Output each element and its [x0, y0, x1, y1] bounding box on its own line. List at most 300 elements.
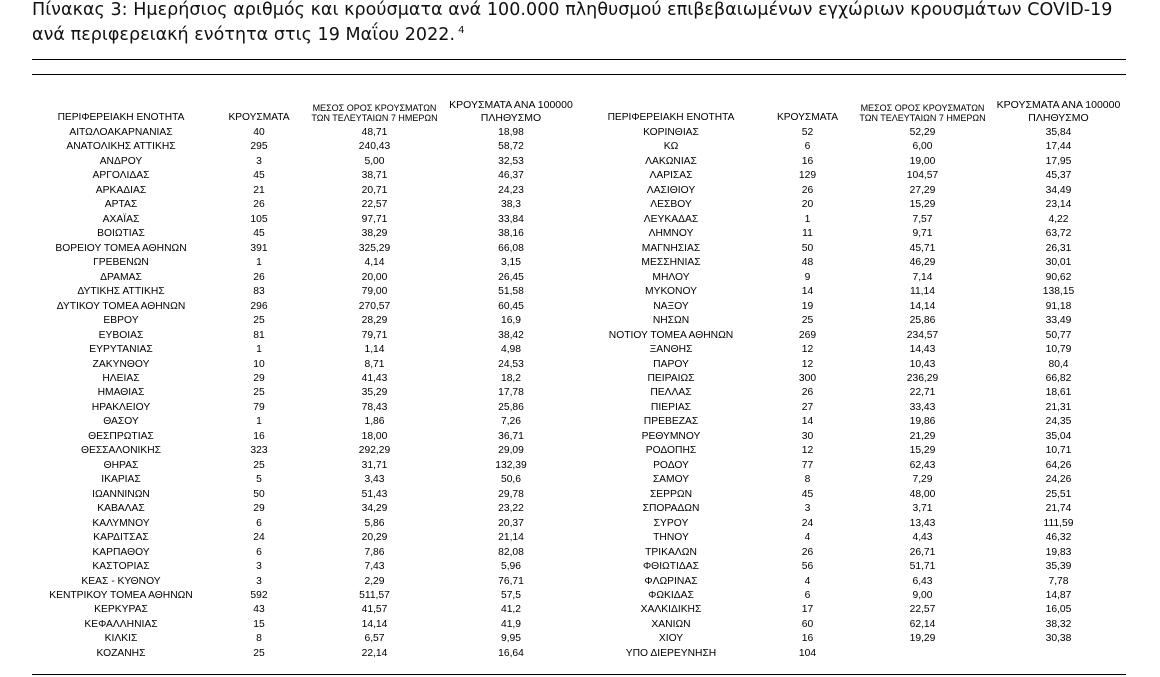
right-cases-cell: 129	[798, 170, 817, 182]
right-avg-7day-cell: 22,71	[909, 387, 936, 399]
right-cases-cell: 26	[801, 546, 814, 558]
right-cases-cell: 19	[801, 300, 814, 312]
right-cases-cell: 17	[801, 604, 814, 616]
right-avg-7day-cell: 7,29	[912, 474, 933, 486]
left-avg-7day-cell: 41,43	[361, 372, 388, 384]
table-caption	[32, 0, 1132, 48]
left-cases-cell: 3	[256, 155, 262, 167]
left-avg-7day-cell: 31,71	[361, 459, 388, 471]
right-cases-cell: 11	[802, 228, 813, 240]
left-region-cell: ΗΜΑΘΙΑΣ	[97, 387, 145, 399]
right-region-cell: ΝΟΤΙΟΥ ΤΟΜΕΑ ΑΘΗΝΩΝ	[608, 329, 734, 341]
left-avg-7day-cell: 7,43	[364, 561, 385, 573]
right-region-cell: ΛΑΡΙΣΑΣ	[649, 170, 693, 182]
covid-cases-table	[32, 126, 1126, 661]
left-avg-7day-cell: 20,71	[361, 184, 388, 196]
right-avg-7day-cell: 45,71	[909, 242, 936, 254]
right-per100k-cell: 111,59	[1043, 517, 1074, 529]
left-cases-cell: 10	[253, 358, 265, 370]
right-avg-7day-cell: 22,57	[909, 604, 936, 616]
header-region-left: ΠΕΡΙΦΕΡΕΙΑΚΗ ΕΝΟΤΗΤΑ	[57, 112, 185, 123]
right-region-cell: ΦΘΙΩΤΙΔΑΣ	[642, 561, 700, 573]
right-avg-7day-cell: 4,43	[912, 532, 933, 544]
left-per100k-cell: 3,15	[500, 257, 522, 269]
right-per100k-cell: 35,84	[1045, 127, 1072, 138]
left-per100k-cell: 16,9	[500, 315, 522, 327]
left-per100k-cell: 58,72	[498, 141, 524, 153]
right-cases-cell: 1	[804, 213, 811, 225]
left-cases-cell: 6	[256, 517, 262, 529]
right-cases-cell: 26	[801, 387, 814, 399]
right-cases-cell: 24	[801, 517, 814, 529]
left-region-cell: ΚΕΦΑΛΛΗΝΙΑΣ	[84, 618, 158, 630]
right-avg-7day-cell: 19,29	[909, 633, 936, 645]
left-cases-cell: 295	[250, 141, 268, 153]
left-cases-cell: 1	[256, 416, 262, 428]
header-avg-left-line2: ΤΩΝ ΤΕΛΕΥΤΑΙΩΝ 7 ΗΜΕΡΩΝ	[311, 113, 438, 123]
left-per100k-cell: 7,26	[500, 416, 522, 428]
left-per100k-cell: 5,96	[500, 561, 522, 573]
left-avg-7day-cell: 79,00	[361, 286, 388, 298]
left-region-cell: ΘΑΣΟΥ	[103, 416, 139, 428]
left-avg-7day-cell: 97,71	[361, 213, 388, 225]
left-per100k-cell: 38,3	[500, 199, 522, 211]
left-region-cell: ΚΕΑΣ - ΚΥΘΝΟΥ	[81, 575, 161, 587]
right-cases-cell: 12	[801, 445, 814, 457]
left-cases-cell: 45	[253, 170, 265, 182]
right-per100k-cell: 10,79	[1045, 344, 1072, 356]
right-avg-7day-cell: 48,00	[909, 488, 936, 500]
right-cases-cell: 12	[801, 344, 814, 356]
left-cases-cell: 81	[253, 329, 265, 341]
left-region-cell: ΑΙΤΩΛΟΑΚΑΡΝΑΝΙΑΣ	[69, 127, 173, 138]
right-per100k-cell: 4,22	[1048, 213, 1069, 225]
left-cases-cell: 29	[253, 372, 265, 384]
left-region-cell: ΙΩΑΝΝΙΝΩΝ	[92, 488, 150, 500]
right-cases-cell: 300	[798, 372, 817, 384]
right-avg-7day-cell: 46,29	[909, 257, 936, 269]
right-cases-cell: 77	[801, 459, 814, 471]
left-region-cell: ΙΚΑΡΙΑΣ	[101, 474, 141, 486]
left-region-cell: ΖΑΚΥΝΘΟΥ	[92, 358, 150, 370]
left-cases-cell: 3	[256, 561, 262, 573]
left-region-cell: ΚΙΛΚΙΣ	[104, 633, 138, 645]
right-cases-cell: 14	[801, 286, 814, 298]
left-avg-7day-cell: 78,43	[361, 401, 388, 413]
header-per100k-right-line2: ΠΛΗΘΥΣΜΟ	[1028, 112, 1089, 124]
left-region-cell: ΒΟΙΩΤΙΑΣ	[97, 228, 145, 240]
left-cases-cell: 26	[253, 271, 265, 283]
right-cases-cell: 45	[801, 488, 814, 500]
right-per100k-cell: 16,05	[1045, 604, 1072, 616]
right-per100k-cell: 38,32	[1045, 618, 1072, 630]
right-avg-7day-cell: 15,29	[909, 199, 936, 211]
left-cases-cell: 296	[250, 300, 268, 312]
right-avg-7day-cell: 19,86	[909, 416, 936, 428]
left-avg-7day-cell: 2,29	[364, 575, 385, 587]
left-per100k-cell: 25,86	[498, 401, 524, 413]
right-avg-7day-cell: 14,14	[909, 300, 936, 312]
left-cases-cell: 83	[253, 286, 265, 298]
right-avg-7day-cell: 6,00	[912, 141, 933, 153]
left-region-cell: ΘΕΣΠΡΩΤΙΑΣ	[88, 430, 154, 442]
left-avg-7day-cell: 20,00	[361, 271, 388, 283]
right-per100k-cell: 45,37	[1045, 170, 1072, 182]
left-cases-cell: 26	[253, 199, 265, 211]
right-per100k-cell: 17,44	[1045, 141, 1072, 153]
left-cases-cell: 16	[253, 430, 265, 442]
right-region-cell: ΧΑΝΙΩΝ	[651, 618, 691, 630]
left-per100k-cell: 46,37	[498, 170, 524, 182]
left-cases-cell: 592	[250, 590, 268, 601]
right-avg-7day-cell: 27,29	[909, 184, 936, 196]
left-avg-7day-cell: 20,29	[361, 532, 388, 544]
right-per100k-cell: 19,83	[1045, 546, 1072, 558]
left-region-cell: ΚΟΖΑΝΗΣ	[96, 647, 146, 659]
left-region-cell: ΔΥΤΙΚΟΥ ΤΟΜΕΑ ΑΘΗΝΩΝ	[56, 300, 186, 312]
left-cases-cell: 1	[256, 257, 262, 269]
right-avg-7day-cell: 33,43	[909, 401, 936, 413]
right-cases-cell: 6	[804, 141, 811, 153]
left-region-cell: ΑΡΤΑΣ	[104, 199, 138, 211]
left-region-cell: ΘΕΣΣΑΛΟΝΙΚΗΣ	[80, 445, 162, 457]
left-cases-cell: 1	[256, 344, 262, 356]
right-region-cell: ΠΕΛΛΑΣ	[650, 387, 692, 399]
left-cases-cell: 45	[253, 228, 265, 240]
header-rule	[32, 74, 1126, 75]
left-cases-cell: 105	[250, 213, 268, 225]
right-region-cell: ΡΟΔΟΥ	[653, 459, 689, 471]
right-per100k-cell: 90,62	[1045, 271, 1072, 283]
right-per100k-cell: 17,95	[1045, 155, 1072, 167]
right-per100k-cell: 91,18	[1045, 300, 1072, 312]
left-region-cell: ΚΑΡΠΑΘΟΥ	[92, 546, 150, 558]
right-avg-7day-cell: 21,29	[909, 430, 936, 442]
right-avg-7day-cell: 15,29	[909, 445, 936, 457]
left-region-cell: ΚΑΛΥΜΝΟΥ	[92, 517, 150, 529]
right-avg-7day-cell: 25,86	[909, 315, 936, 327]
right-region-cell: ΛΑΣΙΘΙΟΥ	[646, 184, 696, 196]
right-avg-7day-cell: 6,43	[912, 575, 933, 587]
right-region-cell: ΚΟΡΙΝΘΙΑΣ	[643, 127, 699, 138]
left-per100k-cell: 23,22	[498, 503, 524, 515]
left-avg-7day-cell: 14,14	[361, 618, 388, 630]
right-region-cell: ΛΑΚΩΝΙΑΣ	[645, 155, 697, 167]
left-cases-cell: 8	[256, 633, 262, 645]
left-region-cell: ΕΒΡΟΥ	[103, 315, 139, 327]
right-region-cell: ΞΑΝΘΗΣ	[649, 344, 693, 356]
right-avg-7day-cell: 9,00	[912, 590, 933, 601]
right-region-cell: ΣΕΡΡΩΝ	[649, 488, 693, 500]
left-per100k-cell: 26,45	[498, 271, 524, 283]
left-avg-7day-cell: 41,57	[361, 604, 388, 616]
left-region-cell: ΚΑΒΑΛΑΣ	[97, 503, 145, 515]
right-cases-cell: 104	[798, 647, 817, 659]
right-cases-cell: 8	[804, 474, 811, 486]
right-region-cell: ΤΡΙΚΑΛΩΝ	[645, 546, 697, 558]
left-per100k-cell: 36,71	[498, 430, 524, 442]
right-per100k-cell: 33,49	[1045, 315, 1072, 327]
right-avg-7day-cell: 62,43	[909, 459, 936, 471]
left-avg-7day-cell: 4,14	[364, 257, 385, 269]
header-avg-left-line1: ΜΕΣΟΣ ΟΡΟΣ ΚΡΟΥΣΜΑΤΩΝ	[312, 103, 437, 113]
left-per100k-cell: 82,08	[498, 546, 524, 558]
right-region-cell: ΧΙΟΥ	[658, 633, 684, 645]
left-avg-7day-cell: 325,29	[358, 242, 391, 254]
right-per100k-cell: 46,32	[1045, 532, 1072, 544]
right-cases-cell: 3	[804, 503, 811, 515]
right-region-cell: ΝΑΞΟΥ	[653, 300, 689, 312]
left-per100k-cell: 57,5	[500, 590, 522, 601]
top-rule	[32, 59, 1126, 60]
header-per100k-right-line1: ΚΡΟΥΣΜΑΤΑ ΑΝΑ 100000	[996, 99, 1121, 111]
left-region-cell: ΑΡΚΑΔΙΑΣ	[95, 184, 147, 196]
left-region-cell: ΑΡΓΟΛΙΔΑΣ	[92, 170, 150, 182]
right-avg-7day-cell: 3,71	[912, 503, 933, 515]
left-per100k-cell: 16,64	[498, 647, 524, 659]
right-region-cell: ΣΠΟΡΑΔΩΝ	[642, 503, 700, 515]
left-avg-7day-cell: 3,43	[364, 474, 385, 486]
right-avg-7day-cell: 51,71	[909, 561, 936, 573]
left-cases-cell: 79	[253, 401, 265, 413]
left-cases-cell: 6	[256, 546, 262, 558]
left-region-cell: ΑΝΑΤΟΛΙΚΗΣ ΑΤΤΙΚΗΣ	[66, 141, 176, 153]
left-per100k-cell: 51,58	[498, 286, 524, 298]
left-avg-7day-cell: 38,29	[361, 228, 388, 240]
left-per100k-cell: 9,95	[500, 633, 522, 645]
left-cases-cell: 15	[253, 618, 265, 630]
left-per100k-cell: 60,45	[498, 300, 524, 312]
right-avg-7day-cell: 26,71	[909, 546, 936, 558]
right-region-cell: ΜΕΣΣΗΝΙΑΣ	[641, 257, 701, 269]
left-per100k-cell: 33,84	[498, 213, 524, 225]
left-per100k-cell: 29,78	[498, 488, 524, 500]
left-cases-cell: 29	[253, 503, 265, 515]
right-region-cell: ΜΑΓΝΗΣΙΑΣ	[641, 242, 701, 254]
left-per100k-cell: 17,78	[498, 387, 524, 399]
right-region-cell: ΝΗΣΩΝ	[652, 315, 690, 327]
right-region-cell: ΧΑΛΚΙΔΙΚΗΣ	[640, 604, 702, 616]
left-region-cell: ΘΗΡΑΣ	[103, 459, 139, 471]
left-per100k-cell: 76,71	[498, 575, 524, 587]
right-per100k-cell: 24,26	[1045, 474, 1072, 486]
right-per100k-cell: 25,51	[1045, 488, 1072, 500]
right-region-cell: ΠΑΡΟΥ	[653, 358, 689, 370]
right-per100k-cell: 14,87	[1045, 590, 1072, 601]
right-avg-7day-cell: 14,43	[909, 344, 936, 356]
left-cases-cell: 25	[253, 387, 265, 399]
right-per100k-cell: 64,26	[1045, 459, 1072, 471]
left-avg-7day-cell: 240,43	[358, 141, 391, 153]
right-region-cell: ΠΡΕΒΕΖΑΣ	[643, 416, 699, 428]
right-avg-7day-cell: 236,29	[906, 372, 939, 384]
right-cases-cell: 27	[801, 401, 814, 413]
right-per100k-cell: 30,01	[1045, 257, 1072, 269]
left-avg-7day-cell: 1,86	[364, 416, 385, 428]
right-cases-cell: 25	[801, 315, 814, 327]
right-cases-cell: 26	[801, 184, 814, 196]
left-cases-cell: 323	[250, 445, 268, 457]
right-region-cell: ΚΩ	[663, 141, 679, 153]
left-cases-cell: 25	[253, 459, 265, 471]
right-avg-7day-cell: 19,00	[909, 155, 936, 167]
right-region-cell: ΛΕΣΒΟΥ	[650, 199, 692, 211]
right-cases-cell: 50	[801, 242, 814, 254]
right-per100k-cell: 80,4	[1048, 358, 1069, 370]
left-per100k-cell: 41,9	[500, 618, 522, 630]
right-region-cell: ΣΥΡΟΥ	[653, 517, 689, 529]
right-avg-7day-cell: 234,57	[906, 329, 939, 341]
left-cases-cell: 24	[253, 532, 265, 544]
left-avg-7day-cell: 8,71	[364, 358, 385, 370]
right-avg-7day-cell: 7,14	[912, 271, 933, 283]
left-region-cell: ΗΡΑΚΛΕΙΟΥ	[91, 401, 151, 413]
right-region-cell: ΦΛΩΡΙΝΑΣ	[644, 575, 698, 587]
left-cases-cell: 25	[253, 647, 265, 659]
left-region-cell: ΕΥΒΟΙΑΣ	[98, 329, 144, 341]
left-cases-cell: 5	[256, 474, 262, 486]
right-per100k-cell: 7,78	[1048, 575, 1069, 587]
right-cases-cell: 269	[798, 329, 817, 341]
right-cases-cell: 60	[801, 618, 814, 630]
right-avg-7day-cell	[854, 647, 991, 661]
right-cases-cell: 12	[801, 358, 814, 370]
left-per100k-cell: 32,53	[498, 155, 524, 167]
right-per100k-cell: 63,72	[1045, 228, 1072, 240]
right-per100k-cell: 23,14	[1045, 199, 1072, 211]
header-avg-right-line1: ΜΕΣΟΣ ΟΡΟΣ ΚΡΟΥΣΜΑΤΩΝ	[860, 103, 985, 113]
header-cases-left: ΚΡΟΥΣΜΑΤΑ	[228, 112, 290, 123]
right-per100k-cell: 138,15	[1042, 286, 1075, 298]
right-per100k-cell: 21,31	[1045, 401, 1072, 413]
left-region-cell: ΚΑΣΤΟΡΙΑΣ	[92, 561, 150, 573]
left-per100k-cell: 18,98	[498, 127, 524, 138]
left-per100k-cell: 41,2	[500, 604, 522, 616]
bottom-rule	[32, 674, 1126, 675]
left-avg-7day-cell: 270,57	[358, 300, 391, 312]
right-per100k-cell: 10,71	[1045, 445, 1072, 457]
header-avg-right-line2: ΤΩΝ ΤΕΛΕΥΤΑΙΩΝ 7 ΗΜΕΡΩΝ	[859, 113, 986, 123]
left-region-cell: ΚΕΝΤΡΙΚΟΥ ΤΟΜΕΑ ΑΘΗΝΩΝ	[49, 590, 193, 601]
left-region-cell: ΚΕΡΚΥΡΑΣ	[94, 604, 148, 616]
right-avg-7day-cell: 10,43	[909, 358, 936, 370]
right-region-cell: ΥΠΟ ΔΙΕΡΕΥΝΗΣΗ	[625, 647, 717, 659]
left-avg-7day-cell: 6,57	[364, 633, 385, 645]
left-avg-7day-cell: 511,57	[359, 590, 390, 601]
right-avg-7day-cell: 62,14	[909, 618, 936, 630]
left-avg-7day-cell: 1,14	[364, 344, 385, 356]
header-region-right: ΠΕΡΙΦΕΡΕΙΑΚΗ ΕΝΟΤΗΤΑ	[607, 112, 735, 123]
header-cases-right: ΚΡΟΥΣΜΑΤΑ	[776, 112, 839, 123]
right-cases-cell: 30	[801, 430, 814, 442]
left-avg-7day-cell: 28,29	[361, 315, 388, 327]
left-cases-cell: 50	[253, 488, 265, 500]
right-per100k-cell: 26,31	[1045, 242, 1072, 254]
caption-text: Πίνακας 3: Ημερήσιος αριθμός και κρούσματα ανά 100.000 πληθυσμού επιβεβαιωμένων εγχώριων κρουσμάτων COVID-19 ανά περιφερειακή ενότητα στις 19 Μαΐου 2022.	[32, 0, 1113, 45]
right-region-cell: ΜΗΛΟΥ	[652, 271, 690, 283]
left-cases-cell: 21	[253, 184, 265, 196]
right-avg-7day-cell: 104,57	[906, 170, 939, 182]
footnote-marker: 4	[458, 25, 465, 37]
left-per100k-cell: 29,09	[498, 445, 524, 457]
header-per100k-left-line2: ΠΛΗΘΥΣΜΟ	[480, 112, 542, 124]
right-avg-7day-cell: 11,14	[909, 286, 935, 298]
right-avg-7day-cell: 9,71	[912, 228, 933, 240]
right-per100k-cell: 21,74	[1045, 503, 1072, 515]
right-cases-cell: 56	[801, 561, 814, 573]
left-avg-7day-cell: 34,29	[361, 503, 388, 515]
right-region-cell: ΠΕΙΡΑΙΩΣ	[647, 372, 695, 384]
right-per100k-cell	[991, 647, 1126, 661]
right-cases-cell: 52	[801, 127, 814, 138]
left-per100k-cell: 20,37	[498, 517, 524, 529]
left-avg-7day-cell: 5,00	[364, 155, 385, 167]
right-region-cell: ΡΟΔΟΠΗΣ	[645, 445, 697, 457]
left-avg-7day-cell: 38,71	[361, 170, 388, 182]
left-avg-7day-cell: 5,86	[364, 517, 385, 529]
left-avg-7day-cell: 51,43	[361, 488, 388, 500]
right-per100k-cell: 18,61	[1045, 387, 1072, 399]
left-avg-7day-cell: 35,29	[361, 387, 388, 399]
left-per100k-cell: 24,23	[498, 184, 524, 196]
left-region-cell: ΕΥΡΥΤΑΝΙΑΣ	[89, 344, 153, 356]
right-cases-cell: 20	[801, 199, 814, 211]
left-avg-7day-cell: 292,29	[358, 445, 391, 457]
left-per100k-cell: 132,39	[495, 459, 527, 471]
right-region-cell: ΤΗΝΟΥ	[653, 532, 689, 544]
left-cases-cell: 40	[253, 127, 265, 138]
left-per100k-cell: 21,14	[498, 532, 524, 544]
left-per100k-cell: 50,6	[500, 474, 522, 486]
right-region-cell: ΜΥΚΟΝΟΥ	[645, 286, 697, 298]
left-per100k-cell: 18,2	[500, 372, 522, 384]
right-region-cell: ΦΩΚΙΔΑΣ	[648, 590, 694, 601]
right-per100k-cell: 34,49	[1045, 184, 1072, 196]
left-per100k-cell: 38,16	[498, 228, 524, 240]
left-avg-7day-cell: 7,86	[364, 546, 385, 558]
header-per100k-left-line1: ΚΡΟΥΣΜΑΤΑ ΑΝΑ 100000	[449, 99, 573, 111]
right-per100k-cell: 35,39	[1045, 561, 1072, 573]
left-avg-7day-cell: 22,57	[361, 199, 388, 211]
left-per100k-cell: 38,42	[498, 329, 524, 341]
right-cases-cell: 6	[804, 590, 811, 601]
left-region-cell: ΑΧΑΪΑΣ	[102, 213, 140, 225]
left-region-cell: ΑΝΔΡΟΥ	[99, 155, 143, 167]
right-per100k-cell: 24,35	[1045, 416, 1072, 428]
left-region-cell: ΗΛΕΙΑΣ	[102, 372, 140, 384]
right-per100k-cell: 35,04	[1045, 430, 1072, 442]
right-cases-cell: 4	[804, 532, 811, 544]
left-region-cell: ΔΡΑΜΑΣ	[100, 271, 142, 283]
left-region-cell: ΓΡΕΒΕΝΩΝ	[93, 257, 149, 269]
left-per100k-cell: 66,08	[498, 242, 524, 254]
left-cases-cell: 25	[253, 315, 265, 327]
right-cases-cell: 16	[801, 633, 814, 645]
right-per100k-cell: 30,38	[1045, 633, 1072, 645]
right-cases-cell: 9	[804, 271, 811, 283]
right-region-cell: ΡΕΘΥΜΝΟΥ	[641, 430, 701, 442]
left-per100k-cell: 4,98	[500, 344, 522, 356]
left-cases-cell: 43	[253, 604, 265, 616]
left-avg-7day-cell: 79,71	[361, 329, 388, 341]
right-region-cell: ΠΙΕΡΙΑΣ	[650, 401, 692, 413]
right-avg-7day-cell: 52,29	[909, 127, 936, 138]
left-avg-7day-cell: 22,14	[361, 647, 388, 659]
left-cases-cell: 391	[250, 242, 268, 254]
right-region-cell: ΛΗΜΝΟΥ	[648, 228, 694, 240]
right-cases-cell: 48	[801, 257, 814, 269]
right-avg-7day-cell: 13,43	[909, 517, 936, 529]
